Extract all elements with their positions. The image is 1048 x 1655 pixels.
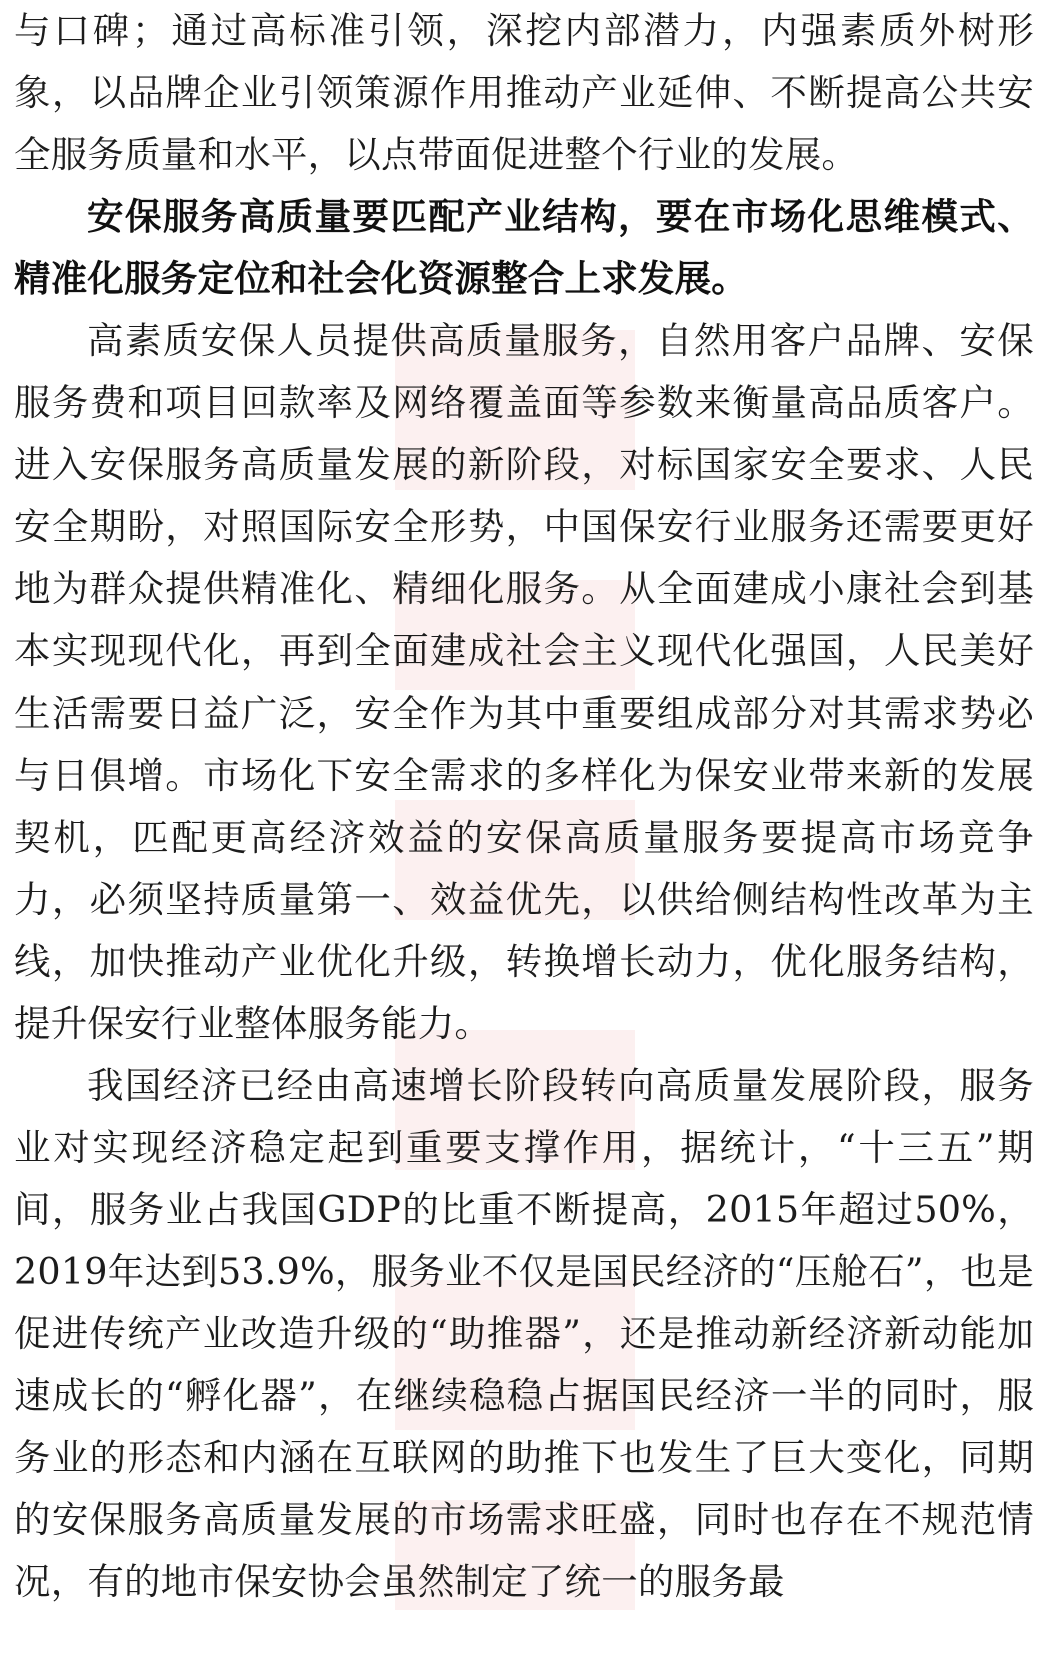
paragraph-body: 高素质安保人员提供高质量服务，自然用客户品牌、安保服务费和项目回款率及网络覆盖面等参数来衡量高品质客户。进入安保服务高质量发展的新阶段，对标国家安全要求、人民安全期盼，对照国际安全形势，中国保安行业服务还需要更好地为群众提供精准化、精细化服务。从全面建成小康社会到基本实现现代化，再到全面建成社会主义现代化强国，人民美好生活需要日益广泛，安全作为其中重要组成部分对其需求势必与日俱增。市场化下安全需求的多样化为保安业带来新的发展契机，匹配更高经济效益的安保高质量服务要提高市场竞争力，必须坚持质量第一、效益优先，以供给侧结构性改革为主线，加快推动产业优化升级，转换增长动力，优化服务结构，提升保安行业整体服务能力。 [14,319,1034,1045]
paragraph-body: 我国经济已经由高速增长阶段转向高质量发展阶段，服务业对实现经济稳定起到重要支撑作用，据统计，“十三五”期间，服务业占我国GDP的比重不断提高，2015年超过50%，2019年达到53.9%，服务业不仅是国民经济的“压舱石”，也是促进传统产业改造升级的“助推器”，还是推动新经济新动能加速成长的“孵化器”，在继续稳稳占据国民经济一半的同时，服务业的形态和内涵在互联网的助推下也发生了巨大变化，同期的安保服务高质量发展的市场需求旺盛，同时也存在不规范情况，有的地市保安协会虽然制定了统一的服务最 [14,1063,1034,1604]
article-body [14,0,1034,1613]
paragraph-bold-heading: 安保服务高质量要匹配产业结构，要在市场化思维模式、精准化服务定位和社会化资源整合上求发展。 [14,195,1034,301]
paragraph-continuation: 与口碑；通过高标准引领，深挖内部潜力，内强素质外树形象，以品牌企业引领策源作用推动产业延伸、不断提高公共安全服务质量和水平，以点带面促进整个行业的发展。 [14,9,1034,177]
